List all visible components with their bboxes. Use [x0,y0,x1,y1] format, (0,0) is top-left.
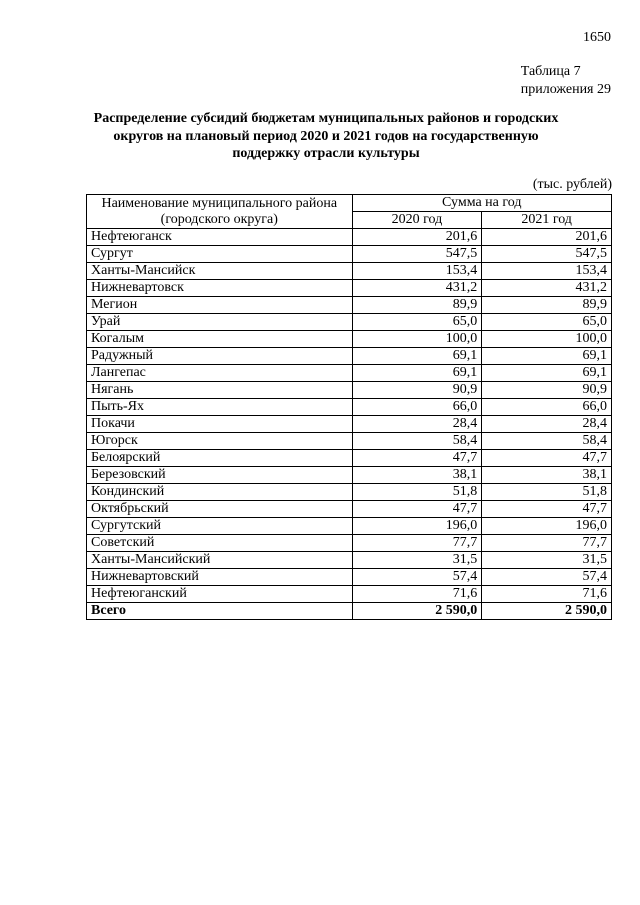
value-2020-cell: 28,4 [352,416,482,433]
value-2021-cell: 153,4 [482,263,612,280]
municipality-cell: Мегион [87,297,353,314]
value-2021-cell: 89,9 [482,297,612,314]
table-row [87,280,612,297]
value-2021-cell: 47,7 [482,450,612,467]
table-row [87,365,612,382]
value-2020-cell: 31,5 [352,552,482,569]
table-row [87,535,612,552]
municipality-cell: Всего [87,603,353,620]
municipality-cell: Кондинский [87,484,353,501]
value-2021-cell: 196,0 [482,518,612,535]
value-2020-cell: 58,4 [352,433,482,450]
table-row [87,467,612,484]
value-2021-cell: 90,9 [482,382,612,399]
document-title: Распределение субсидий бюджетам муниципальных районов и городских округов на плановый период 2020 и 2021 годов на государственную поддержку отрасли культуры [93,111,559,161]
header-municipality-line1: Наименование муниципального района [101,195,338,211]
table-row [87,484,612,501]
value-2021-cell: 71,6 [482,586,612,603]
municipality-cell: Нефтеюганск [87,229,353,246]
table-row [87,229,612,246]
value-2020-cell: 47,7 [352,450,482,467]
value-2021-cell: 28,4 [482,416,612,433]
municipality-cell: Березовский [87,467,353,484]
value-2020-cell: 201,6 [352,229,482,246]
municipality-cell: Пыть-Ях [87,399,353,416]
value-2020-cell: 89,9 [352,297,482,314]
value-2021-cell: 547,5 [482,246,612,263]
table-row [87,450,612,467]
value-2020-cell: 66,0 [352,399,482,416]
value-2021-cell: 69,1 [482,348,612,365]
municipality-cell: Югорск [87,433,353,450]
table-row [87,246,612,263]
table-row [87,552,612,569]
municipality-cell: Сургут [87,246,353,263]
table-row [87,416,612,433]
value-2021-cell: 66,0 [482,399,612,416]
table-body [87,229,612,620]
municipality-cell: Лангепас [87,365,353,382]
header-2021: 2021 год [482,212,612,229]
table-row [87,331,612,348]
municipality-cell: Ханты-Мансийский [87,552,353,569]
municipality-cell: Нефтеюганский [87,586,353,603]
value-2020-cell: 77,7 [352,535,482,552]
table-row [87,314,612,331]
municipality-cell: Сургутский [87,518,353,535]
value-2021-cell: 47,7 [482,501,612,518]
value-2021-cell: 65,0 [482,314,612,331]
header-municipality-line2: (городского округа) [160,211,278,227]
units-label: (тыс. рублей) [532,177,612,192]
value-2020-cell: 71,6 [352,586,482,603]
table-row [87,382,612,399]
value-2020-cell: 47,7 [352,501,482,518]
subsidy-table [86,194,612,620]
municipality-cell: Нягань [87,382,353,399]
table-row [87,348,612,365]
table-row [87,263,612,280]
value-2020-cell: 51,8 [352,484,482,501]
value-2021-cell: 431,2 [482,280,612,297]
table-row [87,569,612,586]
header-2020: 2020 год [352,212,482,229]
value-2020-cell: 38,1 [352,467,482,484]
value-2020-cell: 57,4 [352,569,482,586]
municipality-cell: Покачи [87,416,353,433]
value-2021-cell: 51,8 [482,484,612,501]
municipality-cell: Октябрьский [87,501,353,518]
annex-table-label: Таблица 7 [520,64,581,79]
value-2021-cell: 38,1 [482,467,612,484]
value-2021-cell: 58,4 [482,433,612,450]
table-row [87,518,612,535]
annex-appendix-label: приложения 29 [520,82,611,97]
value-2021-cell: 77,7 [482,535,612,552]
header-annual-sum: Сумма на год [352,195,611,212]
header-municipality [87,195,353,229]
value-2021-cell: 100,0 [482,331,612,348]
table-total-row [87,603,612,620]
page-number: 1650 [583,30,611,45]
municipality-cell: Когалым [87,331,353,348]
value-2021-cell: 31,5 [482,552,612,569]
value-2020-cell: 196,0 [352,518,482,535]
value-2020-cell: 100,0 [352,331,482,348]
municipality-cell: Нижневартовский [87,569,353,586]
value-2021-cell: 69,1 [482,365,612,382]
value-2021-cell: 57,4 [482,569,612,586]
municipality-cell: Нижневартовск [87,280,353,297]
table-row [87,586,612,603]
value-2020-cell: 65,0 [352,314,482,331]
table-header-row [87,195,612,212]
annex-reference [521,63,611,99]
table-row [87,501,612,518]
municipality-cell: Советский [87,535,353,552]
municipality-cell: Радужный [87,348,353,365]
table-row [87,399,612,416]
municipality-cell: Белоярский [87,450,353,467]
table-row [87,433,612,450]
table-row [87,297,612,314]
municipality-cell: Ханты-Мансийск [87,263,353,280]
value-2020-cell: 69,1 [352,365,482,382]
value-2020-cell: 431,2 [352,280,482,297]
municipality-cell: Урай [87,314,353,331]
value-2020-cell: 2 590,0 [352,603,482,620]
value-2020-cell: 153,4 [352,263,482,280]
value-2020-cell: 69,1 [352,348,482,365]
value-2020-cell: 547,5 [352,246,482,263]
value-2021-cell: 2 590,0 [482,603,612,620]
value-2021-cell: 201,6 [482,229,612,246]
value-2020-cell: 90,9 [352,382,482,399]
